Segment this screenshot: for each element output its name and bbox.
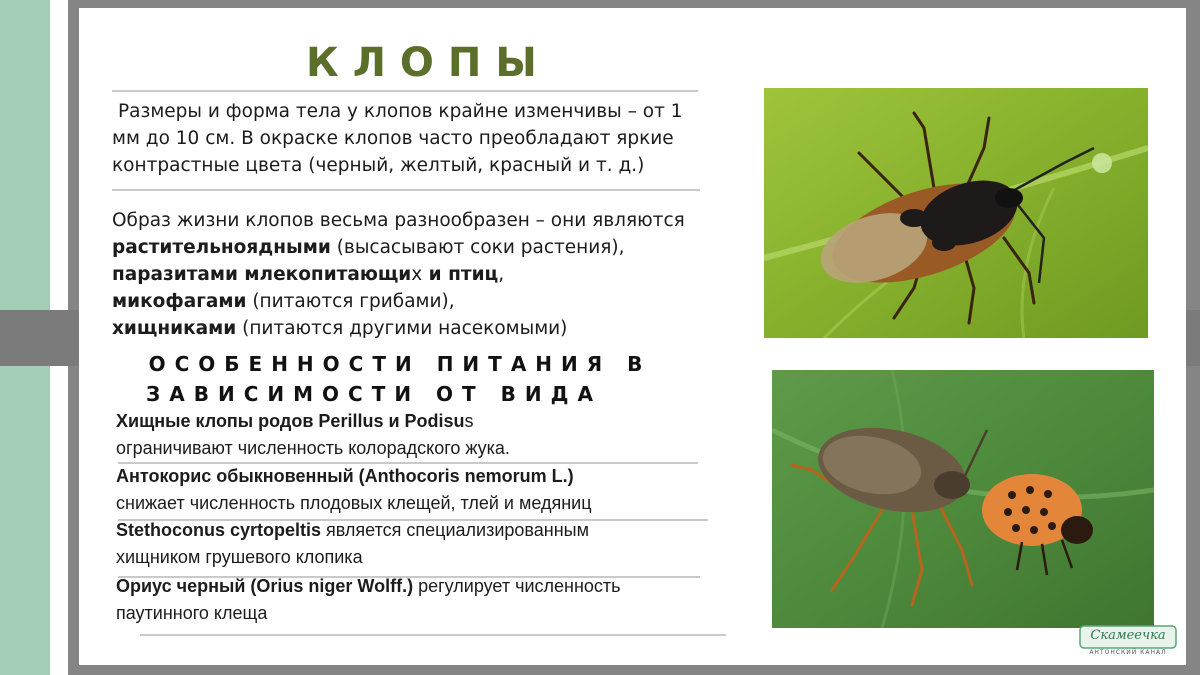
bug-with-larva-image [772, 370, 1154, 628]
page-title: КЛОПЫ [306, 40, 551, 86]
logo-subtext: АНТОНСКИЙ КАНАЛ [1089, 649, 1167, 656]
lifestyle-paragraph [112, 207, 712, 342]
divider-1 [112, 189, 700, 191]
logo-text: Скамеечка [1090, 628, 1166, 643]
feeding-item-orius: Ориус черный (Orius niger Wolff.) регулирует численность паутинного клеща [116, 576, 621, 623]
lifestyle-lead: Образ жизни клопов весьма разнообразен – они являются [112, 210, 685, 231]
title-underline [112, 90, 698, 92]
lifestyle-mycophages: микофагами (питаются грибами), [112, 291, 455, 312]
feeding-heading-line1: ОСОБЕННОСТИ ПИТАНИЯ В [148, 352, 652, 376]
lifestyle-parasites: паразитами млекопитающих и птиц, [112, 264, 505, 285]
divider-5 [140, 634, 726, 636]
lifestyle-predators: хищниками (питаются другими насекомыми) [112, 318, 568, 339]
intro-paragraph [112, 98, 702, 179]
feeding-heading-line2: ЗАВИСИМОСТИ ОТ ВИДА [146, 382, 602, 406]
bug-photo-bottom [772, 370, 1154, 628]
left-gray-bar [0, 310, 84, 366]
bug-on-leaf-image [764, 88, 1148, 338]
feeding-item-stethoconus: Stethoconus cyrtopeltis является специализированным хищником грушевого клопика [116, 520, 589, 567]
bug-photo-top [764, 88, 1148, 338]
feeding-item-anthocoris: Антокорис обыкновенный (Anthocoris nemorum L.) снижает численность плодовых клещей, тлей и медяниц [116, 466, 592, 513]
intro-text: Размеры и форма тела у клопов крайне изменчивы – от 1 мм до 10 см. В окраске клопов часто преобладают яркие контрастные цвета (черный, желтый, красный и т. д.) [112, 101, 683, 176]
lifestyle-herbivores: растительноядными (высасывают соки растения), [112, 237, 625, 258]
right-gray-bar [1186, 310, 1200, 366]
channel-logo [1078, 624, 1178, 660]
feeding-item-perillus: Хищные клопы родов Perillus и Podisus ограничивают численность колорадского жука. [116, 411, 510, 458]
